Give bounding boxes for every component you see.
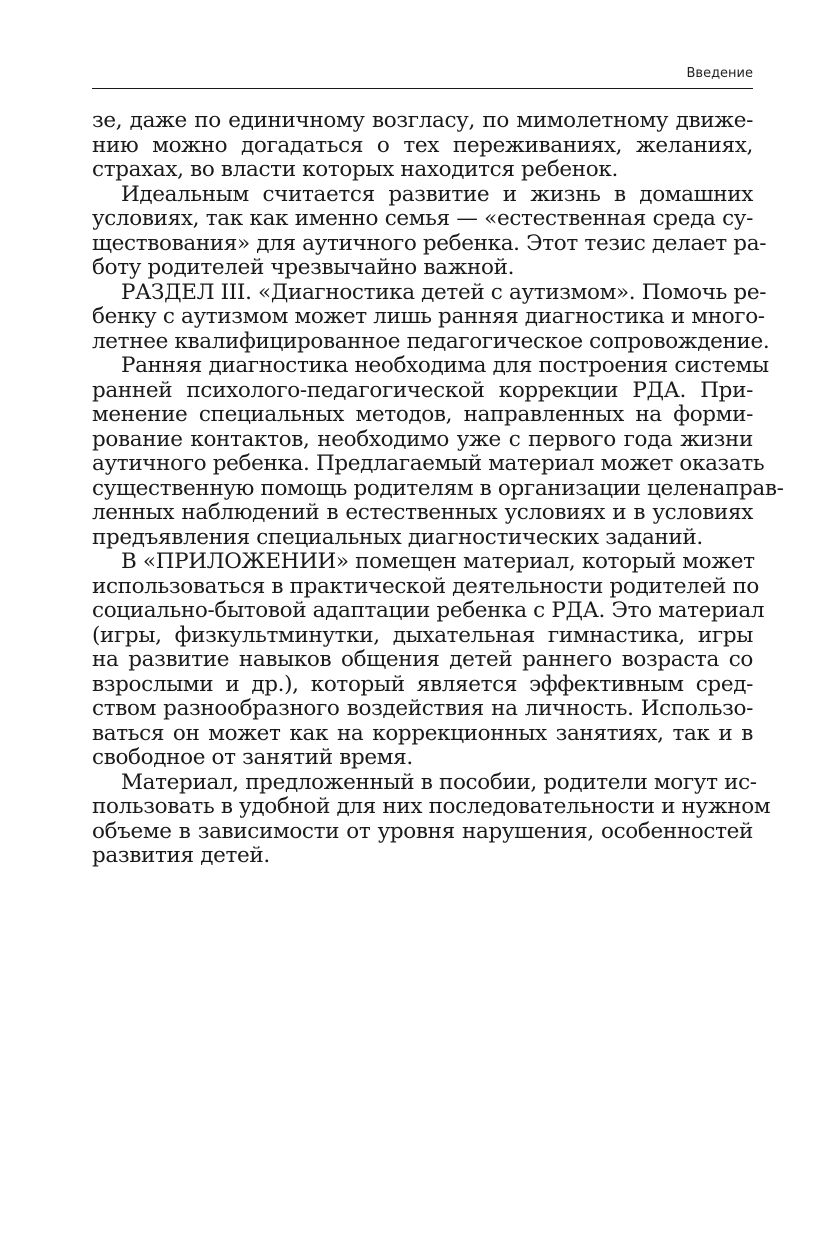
text-line: условиях, так как именно семья — «естественная среда су- bbox=[92, 206, 753, 231]
section-title: Введение bbox=[686, 66, 753, 81]
paragraph bbox=[92, 549, 765, 771]
text-line: ществования» для аутичного ребенка. Этот тезис делает ра- bbox=[92, 230, 767, 256]
paragraph bbox=[92, 279, 770, 355]
text-line: аутичного ребенка. Предлагаемый материал может оказать bbox=[92, 451, 765, 476]
text-line: пользовать в удобной для них последовательности и нужном bbox=[92, 794, 771, 819]
text-line: Идеальным считается развитие и жизнь в домашних bbox=[121, 181, 753, 207]
text-line: существенную помощь родителям в организации целенапрaв- bbox=[92, 475, 784, 501]
text-line: Ранняя диагностика необходима для построения системы bbox=[121, 353, 769, 378]
text-line: объеме в зависимости от уровня нарушения, особенностей bbox=[92, 818, 753, 844]
text-line: развития детей. bbox=[92, 843, 270, 868]
text-line: Материал, предложенный в пособии, родители могут ис- bbox=[121, 769, 757, 795]
text-line: ством разнообразного воздействия на личность. Использо- bbox=[92, 696, 753, 721]
text-line: на развитие навыков общения детей раннего возраста со bbox=[92, 647, 753, 672]
text-line: социально-бытовой адаптации ребенка с РДА. Это материал bbox=[92, 598, 765, 623]
text-line: использоваться в практической деятельности родителей по bbox=[92, 573, 760, 599]
text-line: нию можно догадаться о тех переживаниях, желаниях, bbox=[92, 132, 753, 158]
text-line: свободное от занятий время. bbox=[92, 745, 413, 770]
text-line: РАЗДЕЛ III. «Диагностика детей с аутизмом». Помочь ре- bbox=[121, 279, 767, 305]
text-line: боту родителей чрезвычайно важной. bbox=[92, 255, 515, 280]
text-line: предъявления специальных диагностических заданий. bbox=[92, 524, 703, 550]
text-line: бенку с аутизмом может лишь ранняя диагностика и много- bbox=[92, 304, 765, 329]
running-header bbox=[92, 66, 753, 89]
paragraph bbox=[92, 769, 771, 869]
text-line: зе, даже по единичному возгласу, по мимолетному движе- bbox=[92, 108, 753, 133]
paragraph bbox=[92, 353, 784, 550]
text-line: менение специальных методов, направленных на форми- bbox=[92, 402, 753, 427]
text-line: В «ПРИЛОЖЕНИИ» помещен материал, который может bbox=[121, 549, 755, 574]
text-line: ваться он может как на коррекционных занятиях, так и в bbox=[92, 720, 753, 746]
text-line: рование контактов, необходимо уже с первого года жизни bbox=[92, 426, 753, 452]
paragraph bbox=[92, 109, 753, 183]
text-line: взрослыми и др.), который является эффективным сред- bbox=[92, 671, 753, 697]
text-line: страхах, во власти которых находится ребенок. bbox=[92, 157, 618, 182]
text-line: (игры, физкультминутки, дыхательная гимнастика, игры bbox=[92, 622, 753, 648]
text-line: ленных наблюдений в естественных условиях и в условиях bbox=[92, 500, 753, 525]
text-line: ранней психолого-педагогической коррекции РДА. При- bbox=[92, 377, 753, 403]
paragraph bbox=[92, 181, 767, 281]
body-text bbox=[92, 108, 784, 869]
text-line: летнее квалифицированное педагогическое сопровождение. bbox=[92, 328, 770, 354]
